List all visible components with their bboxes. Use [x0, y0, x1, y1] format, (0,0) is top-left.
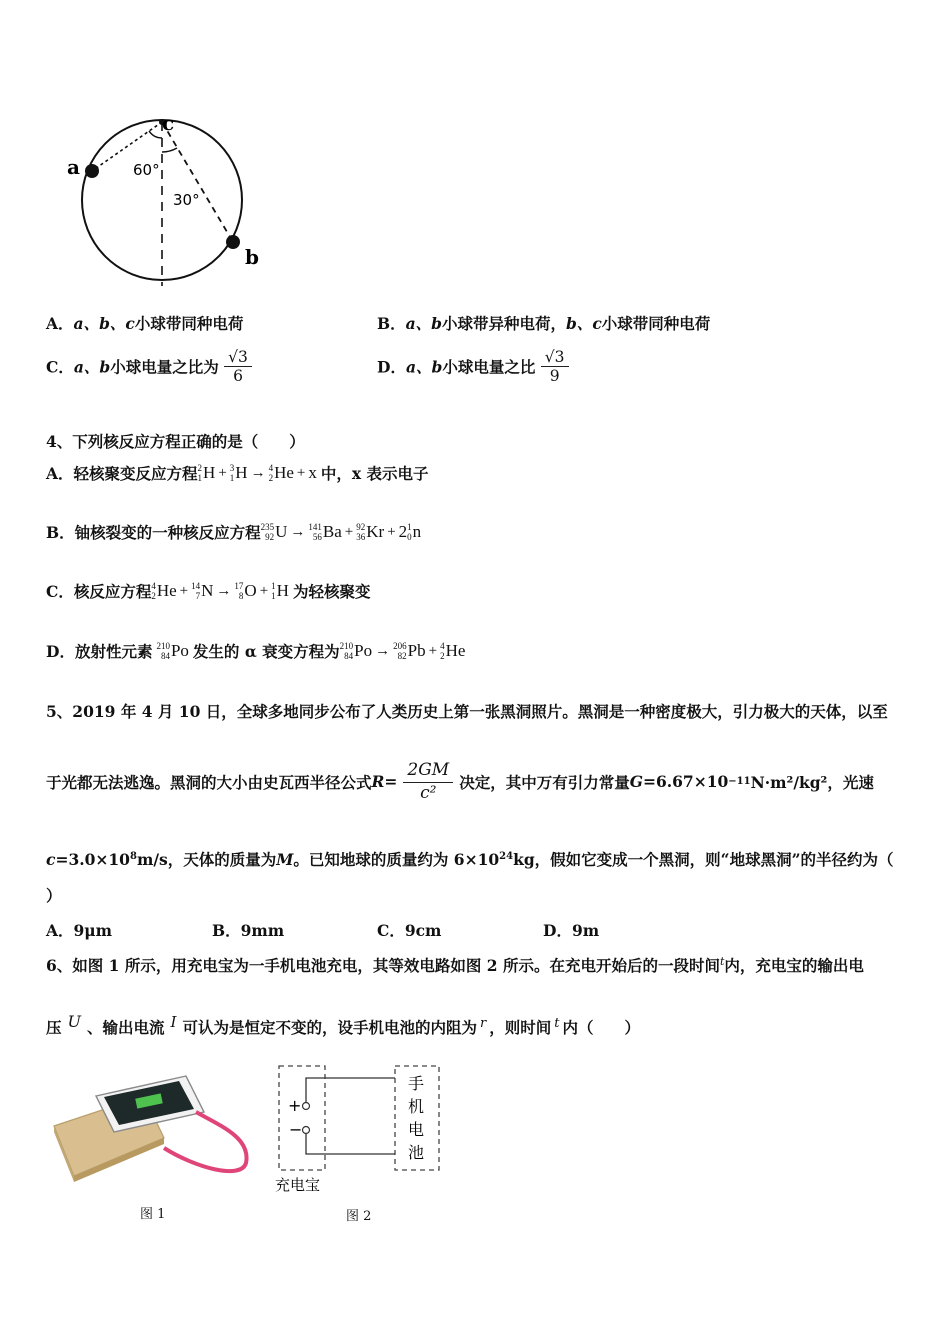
figure-2-caption: 图 2: [346, 1209, 372, 1224]
ratio-fraction-c: $\frac{√3}{6}$: [224, 348, 252, 385]
q5-line4: ）: [46, 886, 62, 905]
powerbank-label: 充电宝: [275, 1176, 321, 1194]
schwarzschild-fraction: $\frac{2GM}{\text{c²}}$: [403, 760, 453, 803]
equation-a: 2 1 H + 3 1 H → 4 2 He + x: [197, 463, 317, 483]
angle-arc-30: [162, 148, 177, 152]
q4-option-d: D．放射性元素 210 84 Po 发生的 α 衰变方程为 210 84 Po → 206 82 Pb + 4 2 He: [46, 641, 466, 661]
q5-option-a: A．9μm: [46, 921, 113, 940]
positive-terminal: [303, 1103, 310, 1110]
figure-1-powerbank-illustration: [46, 1068, 261, 1188]
q3-option-b: B．a、b小球带异种电荷，b、c小球带同种电荷: [377, 314, 711, 333]
q4-option-c: C．核反应方程 4 2 He + 14 7 N → 17 8 O + 1 1 H 为轻核聚变: [46, 581, 371, 601]
q5-line3: $c=3.0\times 10^8m/s$，天体的质量为M。已知地球的质量约为 $6\times 10^{24}kg$，假如它变成一个黑洞，则“地球黑洞”的半径约为（: [46, 850, 894, 869]
charging-cable: [164, 1112, 247, 1171]
q5-line1: 5、2019 年 4 月 10 日，全球多地同步公布了人类历史上第一张黑洞照片。黑洞是一种密度极大，引力极大的天体，以至: [46, 702, 888, 721]
q3-option-d: D．a、b小球电量之比 $\frac{√3}{9}$: [377, 348, 569, 385]
phone-label-3: 电: [408, 1120, 425, 1139]
figure-1-caption: 图 1: [140, 1207, 166, 1222]
phone-label-2: 机: [408, 1097, 425, 1116]
label-c: c: [162, 111, 175, 135]
q5-option-d: D．9m: [543, 921, 600, 940]
angle-label-30: 30°: [173, 191, 200, 209]
wire-top: [306, 1078, 395, 1102]
q4-option-a: A．轻核聚变反应方程 2 1 H + 3 1 H → 4 2 He + x 中，x 表示电子: [46, 463, 429, 483]
minus-sign: −: [289, 1120, 303, 1139]
equation-b: 235 92 U → 141 56 Ba + 92 36 Kr + 2 1 0 n: [260, 522, 422, 542]
dashed-line-cb: [162, 122, 233, 242]
q6-line2: 压 $^U$ 、输出电流 $^I$ 可认为是恒定不变的，设手机电池的内阻为 $^r$ ，则时间 $^t$ 内（ ）: [46, 1012, 640, 1038]
q6-line1: 6、如图 1 所示，用充电宝为一手机电池充电，其等效电路如图 2 所示。在充电开始后的一段时间$^t$内，充电宝的输出电: [46, 954, 864, 975]
element-po: 210 84 Po: [156, 641, 189, 661]
q3-option-c: C．a、b小球电量之比为 $\frac{√3}{6}$: [46, 348, 252, 385]
equation-d: 210 84 Po → 206 82 Pb + 4 2 He: [339, 641, 466, 661]
plus-sign: +: [288, 1096, 302, 1115]
ball-b: [226, 235, 240, 249]
label-b: b: [245, 245, 259, 269]
ratio-fraction-d: $\frac{√3}{9}$: [541, 348, 569, 385]
label-a: a: [67, 155, 80, 179]
angle-label-60: 60°: [133, 161, 160, 179]
q5-option-b: B．9mm: [212, 921, 285, 940]
negative-terminal: [303, 1127, 310, 1134]
q5-option-c: C．9cm: [377, 921, 442, 940]
phone-label-1: 手: [408, 1074, 425, 1093]
ball-a: [85, 164, 99, 178]
q4-stem: 4、下列核反应方程正确的是（ ）: [46, 432, 305, 451]
phone-label-4: 池: [408, 1143, 425, 1162]
charge-circle-diagram: [55, 110, 285, 290]
angle-arc-60: [149, 131, 162, 138]
wire-bottom: [306, 1134, 395, 1154]
equation-c: 4 2 He + 14 7 N → 17 8 O + 1 1 H: [151, 581, 289, 601]
q3-option-a: A．a、b、c小球带同种电荷: [46, 314, 244, 333]
q5-line2: 于光都无法逃逸。黑洞的大小由史瓦西半径公式 R= $\frac{2GM}{\text{c²}}$ 决定，其中万有引力常量 G =6.67×10 −11 N·m²/kg²，光速: [46, 760, 874, 803]
q4-option-b: B．铀核裂变的一种核反应方程 235 92 U → 141 56 Ba + 92 36 Kr + 2 1 0 n: [46, 522, 422, 542]
figure-2-circuit-diagram: [272, 1062, 447, 1197]
